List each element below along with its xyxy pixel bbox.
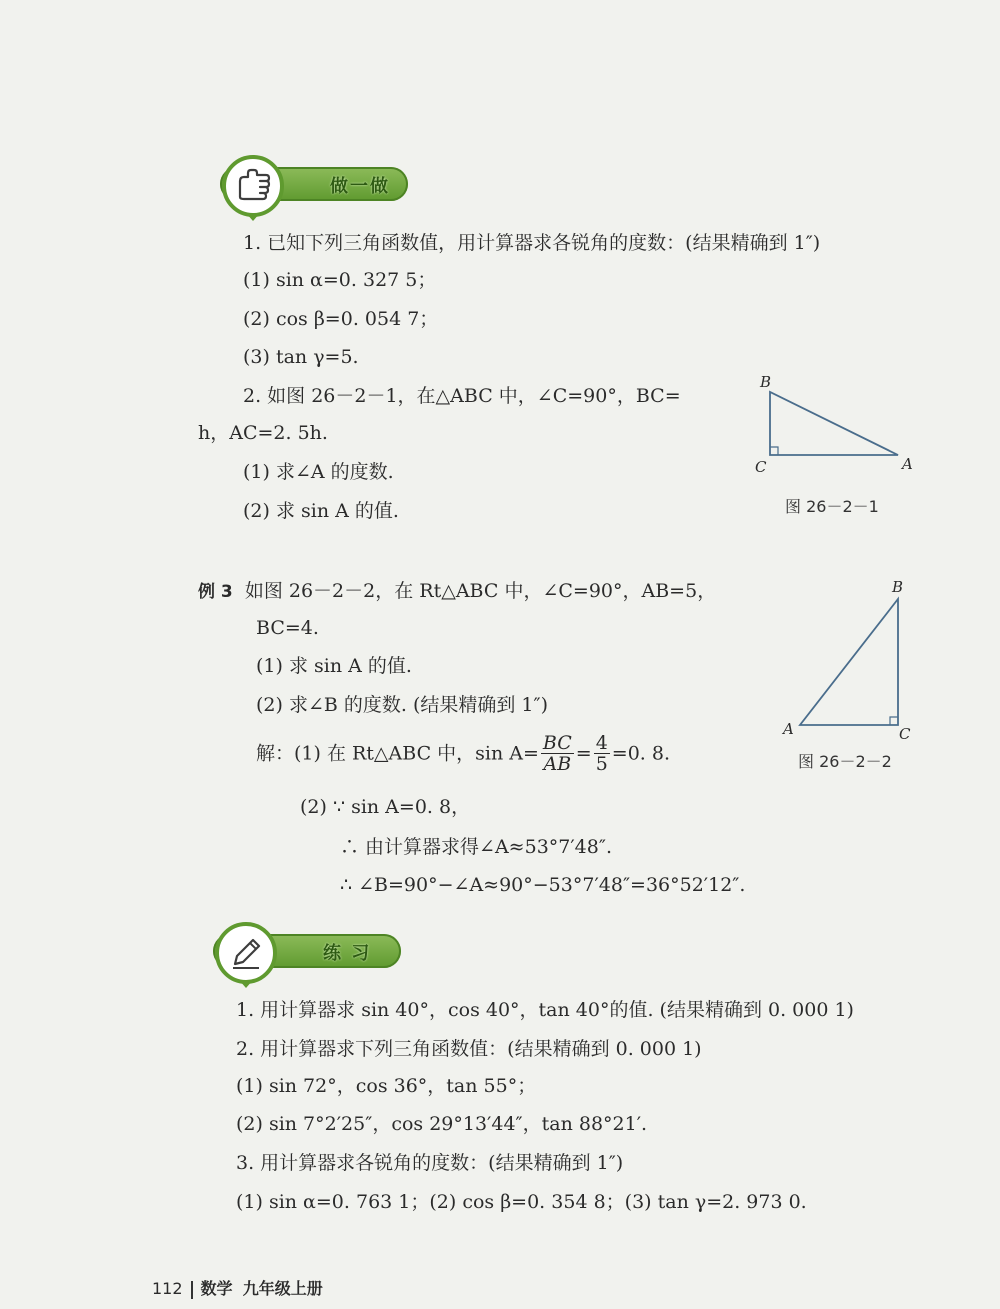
practice-title: 练 习	[323, 943, 372, 964]
example3-item-2: (2) 求∠B 的度数. (结果精确到 1″)	[256, 694, 549, 716]
example3-text1: 如图 26－2－2，在 Rt△ABC 中，∠C=90°，AB=5，	[244, 580, 717, 602]
hand-icon	[234, 167, 272, 205]
example3-solution-2b: ∴ 由计算器求得∠A≈53°7′48″.	[340, 836, 612, 858]
frac1-den: AB	[543, 753, 572, 775]
do-it-q2-line2: h，AC=2. 5h.	[198, 422, 328, 444]
do-it-circle	[222, 155, 284, 217]
do-it-banner	[200, 155, 420, 225]
practice-item-2: 2. 用计算器求下列三角函数值：(结果精确到 0. 000 1)	[236, 1038, 702, 1060]
practice-pointer	[239, 980, 253, 988]
do-it-q1-item-1: (1) sin α=0. 327 5；	[243, 269, 437, 291]
do-it-q2-item-2: (2) 求 sin A 的值.	[243, 500, 399, 522]
do-it-title: 做一做	[330, 176, 390, 197]
sol-prefix: 解：(1) 在 Rt△ABC 中，sin A=	[256, 742, 539, 765]
example3-solution-2a: (2) ∵ sin A=0. 8，	[300, 796, 471, 818]
practice-banner	[193, 922, 413, 992]
do-it-q1-item-2: (2) cos β=0. 054 7；	[243, 308, 439, 330]
example3-line1	[198, 579, 716, 604]
frac-4-5	[594, 733, 610, 774]
pencil-icon	[227, 934, 265, 972]
right-angle-mark-2	[890, 717, 898, 725]
frac2-den: 5	[595, 753, 608, 775]
frac-bc-ab	[541, 733, 574, 774]
page-number: 112	[152, 1279, 183, 1298]
fig1-label-b: B	[760, 373, 772, 391]
frac1-num: BC	[542, 732, 572, 754]
sol-suffix: =0. 8.	[611, 742, 670, 765]
footer-subject: 数学	[200, 1279, 233, 1298]
example3-line2: BC=4.	[256, 617, 319, 639]
fig1-label-c: C	[755, 458, 767, 476]
fig2-caption: 图 26－2－2	[798, 752, 892, 771]
footer-grade: 九年级上册	[242, 1279, 323, 1298]
fig2-label-c: C	[899, 725, 911, 743]
right-angle-mark-1	[770, 447, 778, 455]
fig1-caption: 图 26－2－1	[785, 497, 879, 516]
do-it-pointer	[246, 213, 260, 221]
do-it-q1-item-3: (3) tan γ=5.	[243, 346, 359, 368]
practice-item-4: (2) sin 7°2′25″，cos 29°13′44″，tan 88°21′.	[236, 1113, 648, 1135]
triangle-abc-2	[800, 599, 898, 725]
fig1-label-a: A	[902, 455, 913, 473]
example3-solution-1	[256, 733, 670, 774]
practice-item-1: 1. 用计算器求 sin 40°，cos 40°，tan 40°的值. (结果精确到 0. 000 1)	[236, 999, 854, 1021]
triangle-abc-1	[770, 392, 898, 455]
footer-divider	[191, 1281, 193, 1299]
fig2-label-a: A	[783, 720, 794, 738]
do-it-q2-item-1: (1) 求∠A 的度数.	[243, 461, 394, 483]
figure-26-2-2	[780, 585, 930, 735]
fig2-label-b: B	[892, 578, 904, 596]
example3-item-1: (1) 求 sin A 的值.	[256, 655, 412, 677]
sol-eq: =	[575, 742, 592, 765]
practice-item-6: (1) sin α=0. 763 1；(2) cos β=0. 354 8；(3) tan γ=2. 973 0.	[236, 1191, 807, 1213]
example3-solution-2c: ∴ ∠B=90°−∠A≈90°−53°7′48″=36°52′12″.	[340, 874, 746, 896]
practice-item-3: (1) sin 72°，cos 36°，tan 55°；	[236, 1075, 537, 1097]
example3-label: 例 3	[198, 582, 233, 602]
do-it-q1: 1. 已知下列三角函数值，用计算器求各锐角的度数：(结果精确到 1″)	[243, 232, 821, 254]
practice-circle	[215, 922, 277, 984]
do-it-q2-line1: 2. 如图 26－2－1，在△ABC 中，∠C=90°，BC=	[243, 385, 681, 407]
frac2-num: 4	[595, 732, 608, 754]
practice-item-5: 3. 用计算器求各锐角的度数：(结果精确到 1″)	[236, 1152, 624, 1174]
page-footer	[152, 1276, 323, 1299]
